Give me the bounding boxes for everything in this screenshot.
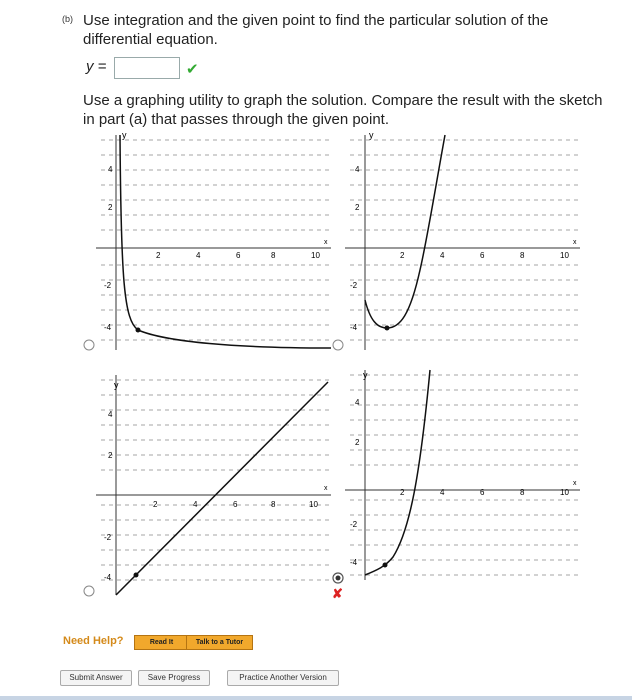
slope-field xyxy=(101,140,331,340)
y-tick: 4 xyxy=(108,165,113,174)
y-tick: 2 xyxy=(355,438,360,447)
graph-instruction: Use a graphing utility to graph the solution. Compare the result with the sketch in part (a) that passes through the given point. xyxy=(83,92,603,128)
slope-field xyxy=(350,140,580,340)
x-tick: 8 xyxy=(520,488,525,497)
y-axis-label: y xyxy=(122,130,127,140)
radio-option-c[interactable] xyxy=(84,586,94,596)
talk-to-tutor-button[interactable]: Talk to a Tutor xyxy=(186,635,253,650)
given-point xyxy=(134,573,139,578)
x-tick: 6 xyxy=(233,500,238,509)
y-tick: 4 xyxy=(108,410,113,419)
practice-another-version-button[interactable]: Practice Another Version xyxy=(227,670,339,686)
y-tick: -2 xyxy=(350,520,358,529)
x-tick: 10 xyxy=(560,251,569,260)
wrong-mark-icon: ✘ xyxy=(332,586,343,601)
x-axis-label: x xyxy=(324,239,328,246)
question-prompt: Use integration and the given point to find the particular solution of the differential equation. xyxy=(83,12,549,48)
y-tick: 2 xyxy=(108,203,113,212)
x-axis-label: x xyxy=(324,485,328,492)
y-tick: 4 xyxy=(355,165,360,174)
x-tick: 2 xyxy=(153,500,158,509)
x-tick: 6 xyxy=(236,251,241,260)
x-tick: 2 xyxy=(400,251,405,260)
graph-option-a[interactable] xyxy=(96,130,331,350)
y-tick: -4 xyxy=(104,573,112,582)
x-tick: 4 xyxy=(193,500,198,509)
solution-curve xyxy=(116,382,328,595)
correct-check-icon: ✔ xyxy=(186,61,199,78)
x-tick: 8 xyxy=(520,251,525,260)
x-axis-label: x xyxy=(573,480,577,487)
solution-curve xyxy=(365,370,430,575)
x-tick: 2 xyxy=(400,488,405,497)
submit-answer-button[interactable]: Submit Answer xyxy=(60,670,132,686)
y-tick: -2 xyxy=(104,281,112,290)
x-tick: 6 xyxy=(480,488,485,497)
slope-field xyxy=(350,375,580,575)
y-tick: -4 xyxy=(350,558,358,567)
read-it-button[interactable]: Read It xyxy=(134,635,189,650)
x-tick: 8 xyxy=(271,500,276,509)
given-point xyxy=(383,563,388,568)
y-tick: -4 xyxy=(350,323,358,332)
y-tick: -4 xyxy=(104,323,112,332)
slope-field xyxy=(101,380,331,580)
x-tick: 4 xyxy=(440,251,445,260)
x-tick: 4 xyxy=(440,488,445,497)
x-tick: 2 xyxy=(156,251,161,260)
x-tick: 8 xyxy=(271,251,276,260)
y-tick: 2 xyxy=(355,203,360,212)
x-axis-label: x xyxy=(573,239,577,246)
x-tick: 6 xyxy=(480,251,485,260)
y-tick: -2 xyxy=(104,533,112,542)
y-tick: 4 xyxy=(355,398,360,407)
graph-option-b[interactable] xyxy=(345,130,580,350)
x-tick: 10 xyxy=(309,500,318,509)
need-help-label: Need Help? xyxy=(63,635,124,647)
given-point xyxy=(385,326,390,331)
y-axis-label: y xyxy=(369,130,374,140)
x-tick: 10 xyxy=(311,251,320,260)
answer-label: y = xyxy=(86,58,107,75)
x-tick: 10 xyxy=(560,488,569,497)
radio-option-b[interactable] xyxy=(333,340,343,350)
solution-curve xyxy=(120,135,331,348)
bottom-bar xyxy=(0,696,632,700)
save-progress-button[interactable]: Save Progress xyxy=(138,670,210,686)
x-tick: 4 xyxy=(196,251,201,260)
y-tick: 2 xyxy=(108,451,113,460)
part-label: (b) xyxy=(62,14,73,24)
y-axis-label: y xyxy=(114,380,119,390)
solution-curve xyxy=(365,135,445,328)
radio-selected-dot xyxy=(336,576,341,581)
graph-option-c[interactable] xyxy=(96,375,331,595)
y-tick: -2 xyxy=(350,281,358,290)
radio-option-a[interactable] xyxy=(84,340,94,350)
graph-option-d[interactable] xyxy=(345,370,580,580)
given-point xyxy=(136,328,141,333)
y-axis-label: y xyxy=(363,370,368,380)
